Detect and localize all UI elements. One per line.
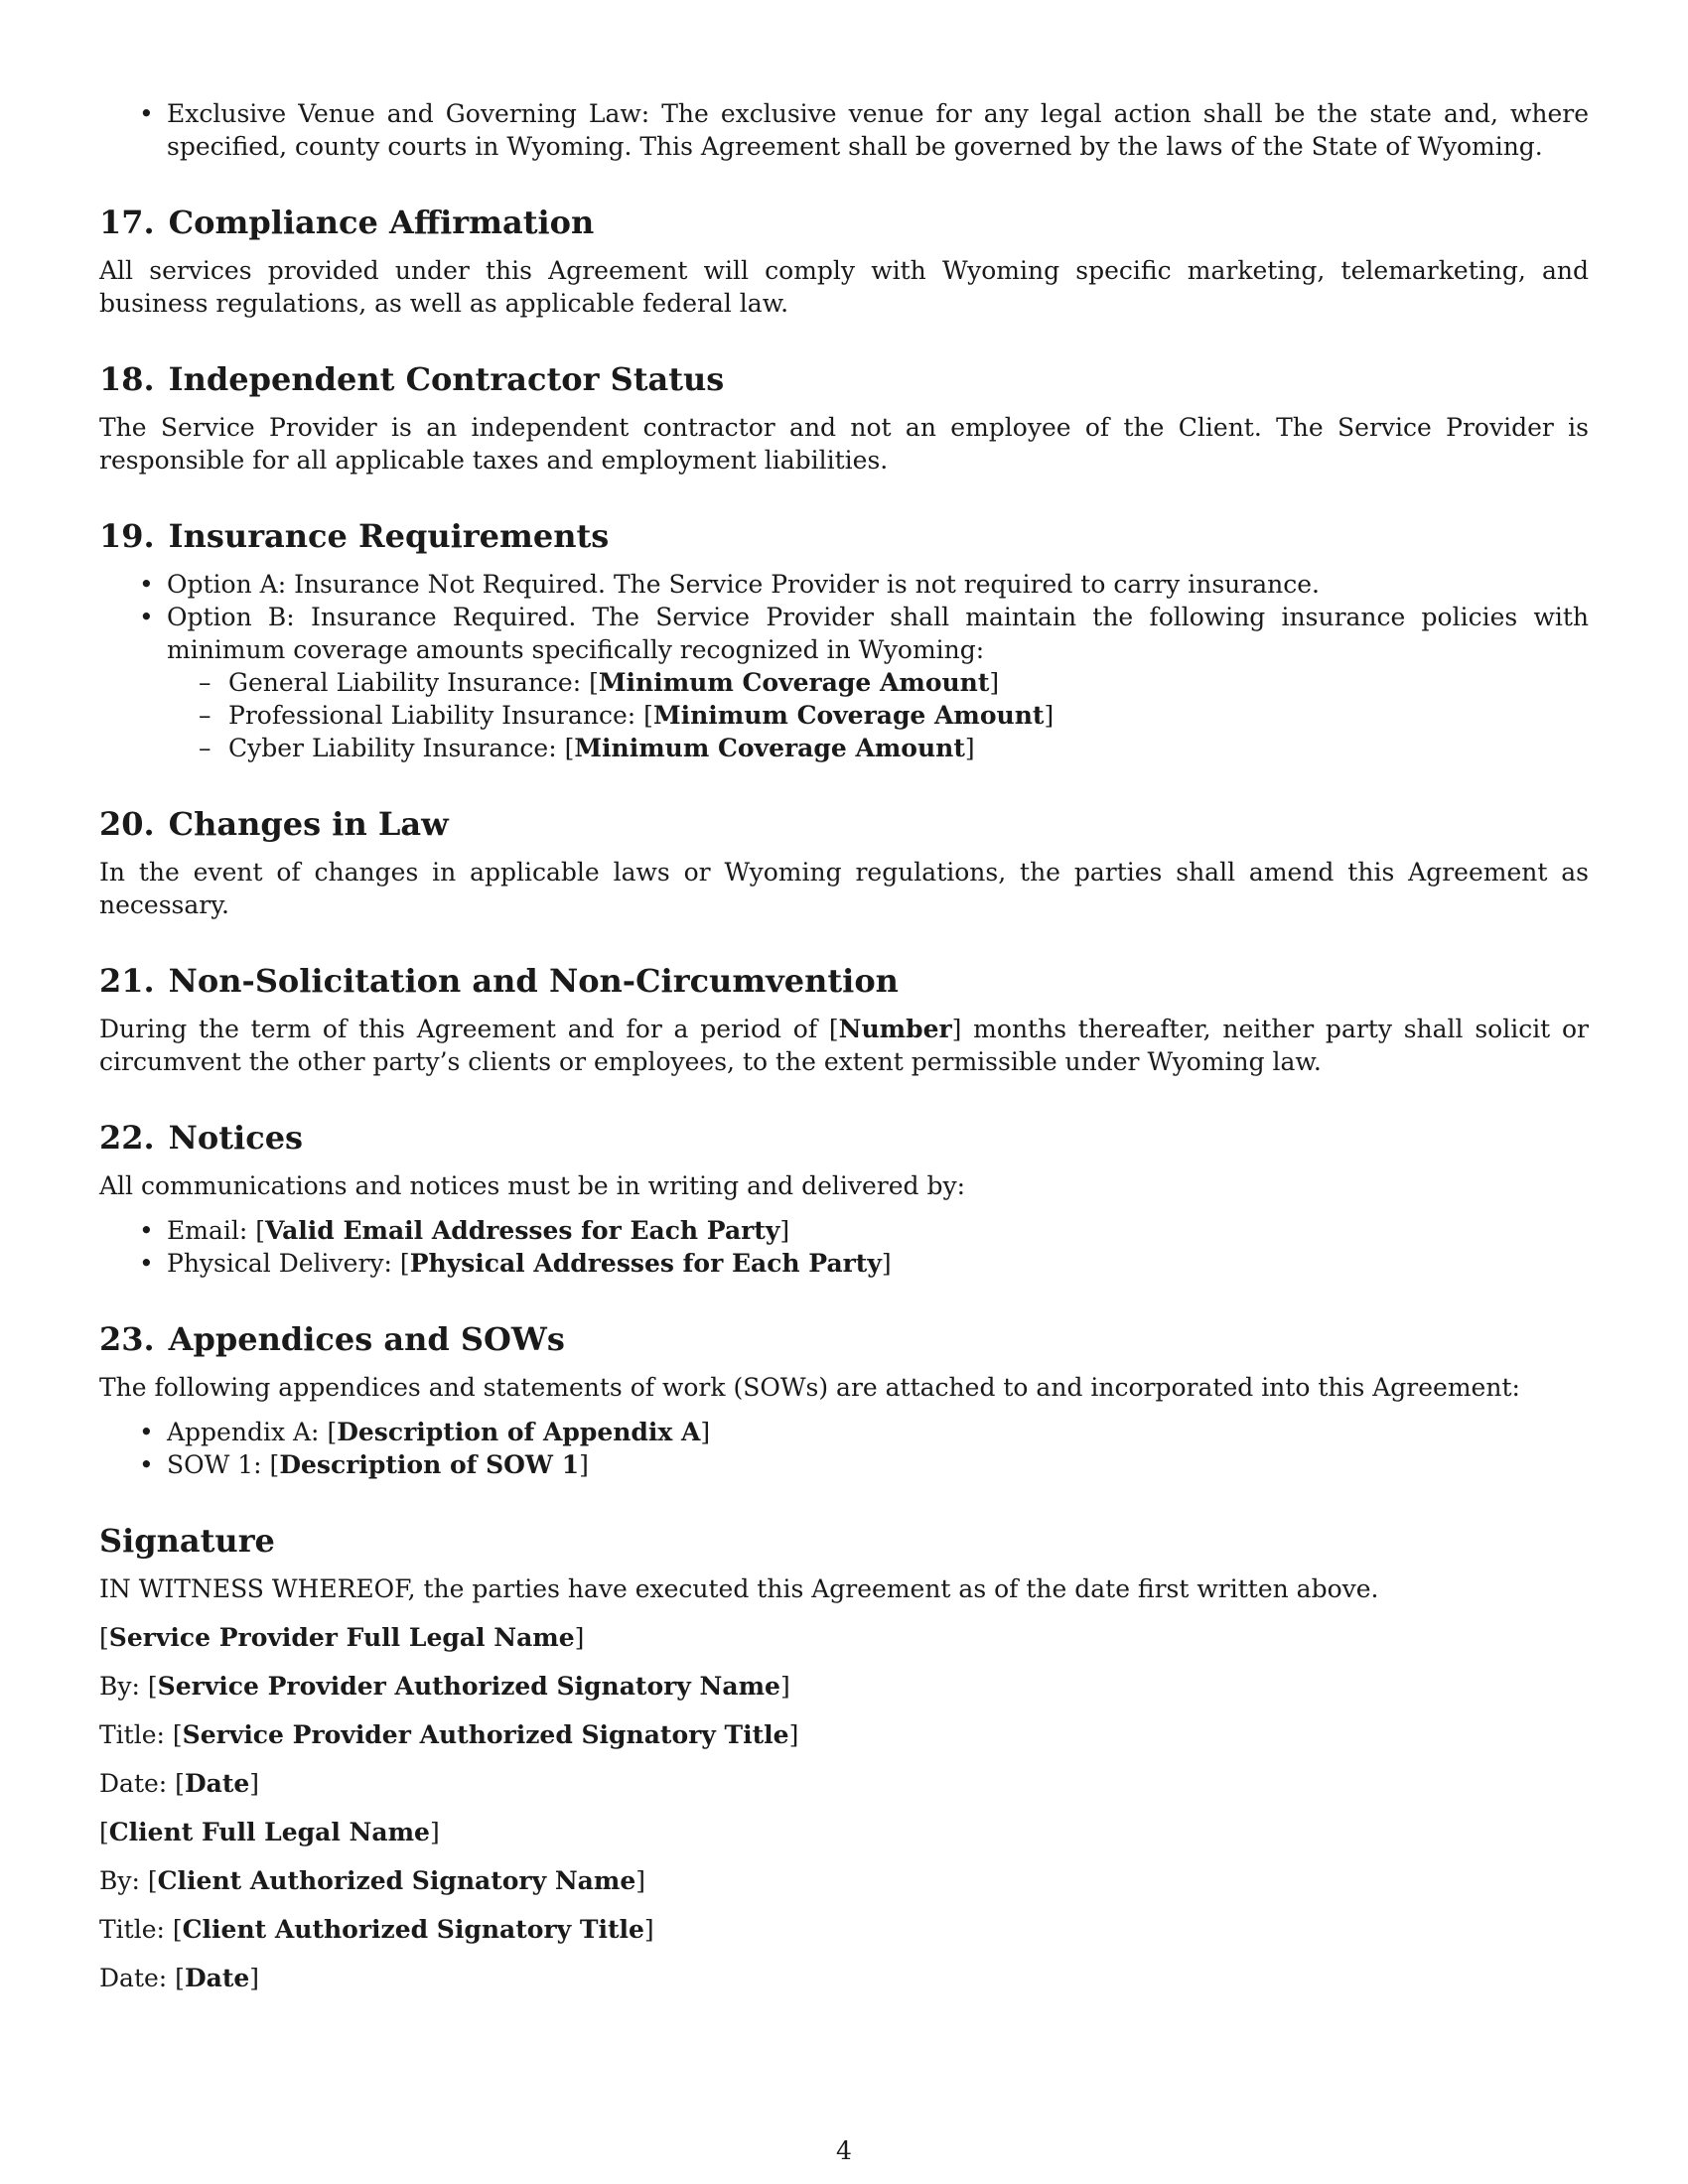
section-17-heading: 17. Compliance Affirmation <box>99 204 595 241</box>
signature-section <box>99 1521 1589 1994</box>
section-20-heading: 20. Changes in Law <box>99 805 449 843</box>
section-20 <box>99 804 1589 921</box>
coverage-list <box>167 666 1589 764</box>
option-a: • Option A: Insurance Not Required. The Service Provider is not required to carry insurance. <box>99 568 1589 601</box>
insurance-options <box>99 568 1589 764</box>
section-23-body: The following appendices and statements of work (SOWs) are attached to and incorporated into this Agreement: <box>99 1373 1520 1402</box>
page-number: 4 <box>836 2136 852 2165</box>
provider-name-field: [Service Provider Full Legal Name] <box>99 1623 585 1652</box>
provider-date-field: Date: [Date] <box>99 1769 260 1798</box>
section-19-heading: 19. Insurance Requirements <box>99 517 610 555</box>
section-20-body: In the event of changes in applicable laws or Wyoming regulations, the parties shall amend this Agreement as necessary. <box>99 858 1589 919</box>
section-22 <box>99 1118 1589 1280</box>
client-name-field: [Client Full Legal Name] <box>99 1818 440 1846</box>
document-page <box>99 97 1589 1994</box>
list-item: • Email: [Valid Email Addresses for Each Party] <box>99 1214 1589 1247</box>
client-by-field: By: [Client Authorized Signatory Name] <box>99 1866 645 1895</box>
list-item: • Appendix A: [Description of Appendix A] <box>99 1416 1589 1448</box>
list-item: • Physical Delivery: [Physical Addresses for Each Party] <box>99 1247 1589 1280</box>
signature-heading: Signature <box>99 1522 275 1560</box>
section-18 <box>99 359 1589 477</box>
list-item: • SOW 1: [Description of SOW 1] <box>99 1448 1589 1481</box>
provider-title-field: Title: [Service Provider Authorized Signatory Title] <box>99 1720 799 1749</box>
section-22-body: All communications and notices must be in writing and delivered by: <box>99 1171 966 1200</box>
section-17 <box>99 203 1589 320</box>
option-b: • Option B: Insurance Required. The Service Provider shall maintain the following insurance policies with minimum coverage amounts specifically recognized in Wyoming: – General Liability Insurance: [Minimum Coverage Amount] – Professional Liability Insurance: [Minimum Coverage Amount] – Cyber Liability Insurance: [Minimum Coverage Amount] <box>99 601 1589 764</box>
appendix-list <box>99 1416 1589 1481</box>
section-18-body: The Service Provider is an independent contractor and not an employee of the Client. The Service Provider is responsible for all applicable taxes and employment liabilities. <box>99 413 1589 475</box>
witness-statement: IN WITNESS WHEREOF, the parties have executed this Agreement as of the date first written above. <box>99 1574 1379 1603</box>
notice-methods <box>99 1214 1589 1280</box>
section-18-heading: 18. Independent Contractor Status <box>99 360 725 398</box>
coverage-item: – General Liability Insurance: [Minimum Coverage Amount] <box>99 666 1589 699</box>
section-23-heading: 23. Appendices and SOWs <box>99 1320 565 1358</box>
section-21 <box>99 961 1589 1078</box>
section-21-heading: 21. Non-Solicitation and Non-Circumvention <box>99 962 899 1000</box>
coverage-item: – Cyber Liability Insurance: [Minimum Coverage Amount] <box>99 732 1589 764</box>
section-17-body: All services provided under this Agreement will comply with Wyoming specific marketing, telemarketing, and business regulations, as well as applicable federal law. <box>99 256 1589 318</box>
provider-by-field: By: [Service Provider Authorized Signatory Name] <box>99 1672 790 1701</box>
coverage-item: – Professional Liability Insurance: [Minimum Coverage Amount] <box>99 699 1589 732</box>
section-22-heading: 22. Notices <box>99 1119 304 1157</box>
section-19 <box>99 516 1589 764</box>
venue-list <box>99 97 1589 163</box>
client-date-field: Date: [Date] <box>99 1964 260 1992</box>
section-21-body: During the term of this Agreement and for a period of [Number] months thereafter, neither party shall solicit or circumvent the other party’s clients or employees, to the extent permissible under Wyoming law. <box>99 1015 1589 1076</box>
client-title-field: Title: [Client Authorized Signatory Title] <box>99 1915 654 1944</box>
section-23 <box>99 1319 1589 1481</box>
venue-bullet: • Exclusive Venue and Governing Law: The exclusive venue for any legal action shall be the state and, where specified, county courts in Wyoming. This Agreement shall be governed by the laws of the State of Wyoming. <box>99 97 1589 163</box>
